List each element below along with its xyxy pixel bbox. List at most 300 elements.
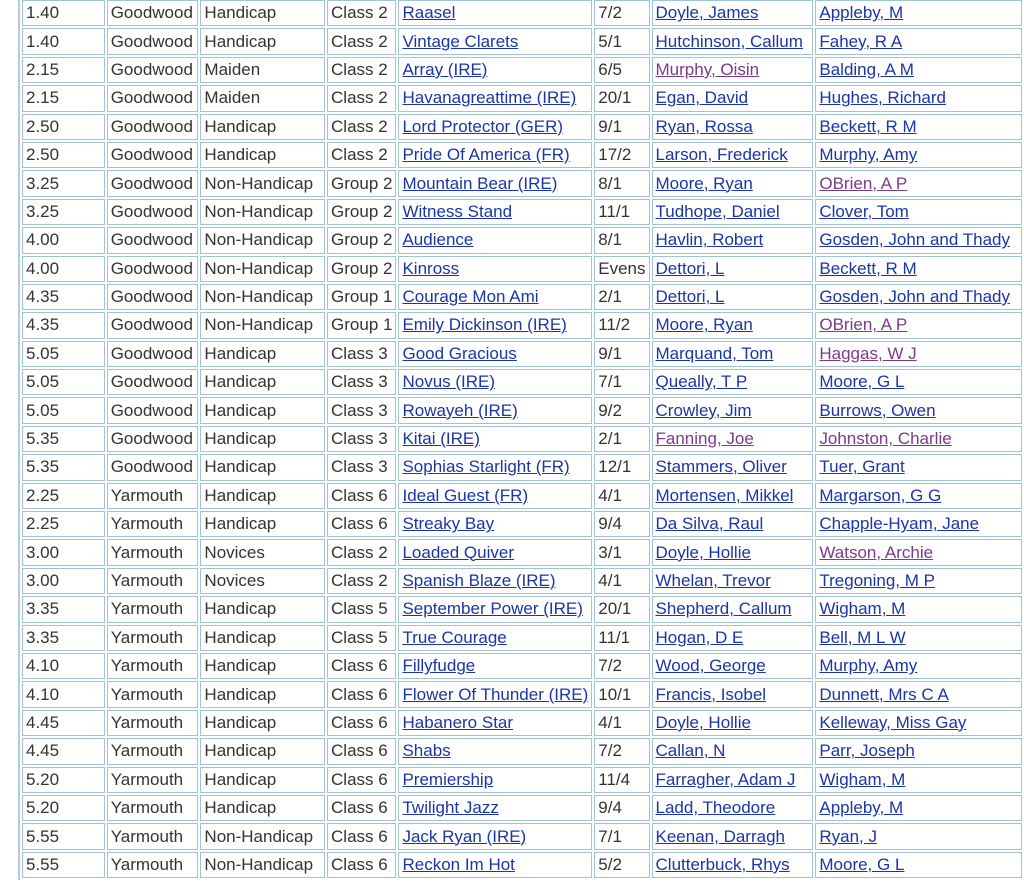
race-time-cell: 2.15 [22, 85, 105, 111]
horse-link[interactable]: Courage Mon Ami [402, 287, 539, 307]
horse-cell [398, 85, 592, 111]
race-type-cell: Handicap [200, 625, 325, 651]
jockey-cell [652, 568, 814, 594]
race-type-cell: Non-Handicap [200, 227, 325, 253]
race-time-cell: 5.55 [22, 852, 105, 878]
horse-link[interactable]: Shabs [402, 741, 451, 761]
jockey-cell [652, 85, 814, 111]
horse-link[interactable]: Rowayeh (IRE) [402, 400, 518, 420]
table-row [22, 596, 1022, 622]
jockey-cell [652, 142, 814, 168]
race-class-cell: Class 2 [327, 539, 396, 565]
trainer-link[interactable]: Gosden, John and Thady [819, 230, 1010, 250]
race-time-cell: 4.00 [22, 227, 105, 253]
race-time-cell: 1.40 [22, 28, 105, 54]
race-type-cell: Handicap [200, 795, 325, 821]
trainer-link[interactable]: Hughes, Richard [819, 88, 946, 108]
jockey-link[interactable]: Fanning, Joe [655, 429, 754, 449]
trainer-cell [815, 653, 1022, 679]
trainer-cell [815, 341, 1022, 367]
horse-link[interactable]: Havanagreattime (IRE) [402, 88, 577, 108]
trainer-cell [815, 256, 1022, 282]
race-class-cell: Class 3 [327, 397, 396, 423]
jockey-link[interactable]: Ryan, Rossa [655, 116, 753, 136]
course-cell: Yarmouth [107, 795, 199, 821]
trainer-link[interactable]: Murphy, Amy [819, 656, 918, 676]
course-cell: Goodwood [107, 85, 199, 111]
race-type-cell: Handicap [200, 681, 325, 707]
horse-link[interactable]: September Power (IRE) [402, 599, 583, 619]
odds-cell: 9/4 [594, 511, 649, 537]
course-cell: Yarmouth [107, 653, 199, 679]
jockey-link[interactable]: Hogan, D E [655, 627, 744, 647]
race-class-cell: Class 6 [327, 767, 396, 793]
horse-cell [398, 227, 592, 253]
trainer-cell [815, 142, 1022, 168]
race-time-cell: 5.35 [22, 426, 105, 452]
race-type-cell: Handicap [200, 341, 325, 367]
race-class-cell: Class 2 [327, 568, 396, 594]
trainer-cell [815, 483, 1022, 509]
horse-cell [398, 341, 592, 367]
trainer-link[interactable]: Tregoning, M P [819, 571, 935, 590]
horse-cell [398, 397, 592, 423]
trainer-link[interactable]: Parr, Joseph [819, 741, 915, 761]
course-cell: Yarmouth [107, 625, 199, 651]
race-type-cell: Handicap [200, 710, 325, 736]
jockey-cell [652, 454, 814, 480]
race-type-cell: Maiden [200, 85, 325, 111]
horse-link[interactable]: Mountain Bear (IRE) [402, 173, 558, 193]
trainer-link[interactable]: Kelleway, Miss Gay [819, 712, 967, 732]
jockey-cell [652, 114, 814, 140]
trainer-cell [815, 852, 1022, 878]
trainer-link[interactable]: Ryan, J [819, 826, 878, 846]
trainer-link[interactable]: Burrows, Owen [819, 400, 936, 420]
race-class-cell: Class 2 [327, 0, 396, 26]
trainer-link[interactable]: Moore, G L [819, 372, 905, 392]
course-cell: Yarmouth [107, 852, 199, 878]
trainer-link[interactable]: Beckett, R M [819, 258, 917, 278]
horse-link[interactable]: Novus (IRE) [402, 372, 496, 392]
horse-cell [398, 199, 592, 225]
table-row [22, 369, 1022, 395]
jockey-link[interactable]: Farragher, Adam J [655, 769, 796, 789]
course-cell: Goodwood [107, 284, 199, 310]
trainer-cell [815, 710, 1022, 736]
horse-link[interactable]: True Courage [402, 627, 507, 647]
race-time-cell: 3.25 [22, 170, 105, 196]
horse-cell [398, 312, 592, 338]
trainer-link[interactable]: Beckett, R M [819, 116, 917, 136]
horse-cell [398, 483, 592, 509]
table-row [22, 511, 1022, 537]
trainer-cell [815, 0, 1022, 26]
jockey-link[interactable]: Wood, George [655, 656, 766, 676]
trainer-cell [815, 795, 1022, 821]
race-time-cell: 1.40 [22, 0, 105, 26]
race-time-cell: 4.00 [22, 256, 105, 282]
race-class-cell: Class 6 [327, 795, 396, 821]
horse-cell [398, 170, 592, 196]
horse-link[interactable]: Vintage Clarets [402, 31, 519, 51]
jockey-link[interactable]: Marquand, Tom [655, 343, 774, 363]
trainer-cell [815, 85, 1022, 111]
jockey-link[interactable]: Francis, Isobel [655, 684, 767, 704]
jockey-cell [652, 596, 814, 622]
trainer-link[interactable]: Watson, Archie [819, 542, 934, 562]
horse-link[interactable]: Array (IRE) [402, 59, 488, 79]
horse-link[interactable]: Flower Of Thunder (IRE) [402, 684, 589, 704]
trainer-link[interactable]: Johnston, Charlie [819, 429, 952, 449]
horse-link[interactable]: Pride Of America (FR) [402, 145, 570, 165]
odds-cell: 9/2 [594, 397, 649, 423]
odds-cell: 11/4 [594, 767, 649, 793]
jockey-link[interactable]: Doyle, Hollie [655, 712, 751, 732]
jockey-link[interactable]: Clutterbuck, Rhys [655, 854, 790, 874]
horse-link[interactable]: Witness Stand [402, 201, 513, 221]
horse-link[interactable]: Twilight Jazz [402, 798, 499, 818]
trainer-cell [815, 170, 1022, 196]
course-cell: Goodwood [107, 369, 199, 395]
trainer-cell [815, 511, 1022, 537]
table-row [22, 454, 1022, 480]
jockey-link[interactable]: Crowley, Jim [655, 400, 752, 420]
horse-link[interactable]: Reckon Im Hot [402, 854, 515, 874]
trainer-cell [815, 114, 1022, 140]
horse-link[interactable]: Kitai (IRE) [402, 429, 480, 449]
jockey-cell [652, 0, 814, 26]
jockey-link[interactable]: Dettori, L [655, 287, 725, 307]
course-cell: Yarmouth [107, 681, 199, 707]
race-time-cell: 5.05 [22, 369, 105, 395]
odds-cell: 7/1 [594, 369, 649, 395]
race-class-cell: Class 6 [327, 823, 396, 849]
odds-cell: 17/2 [594, 142, 649, 168]
jockey-cell [652, 625, 814, 651]
course-cell: Goodwood [107, 397, 199, 423]
jockey-link[interactable]: Larson, Frederick [655, 145, 788, 165]
table-row [22, 284, 1022, 310]
race-type-cell: Non-Handicap [200, 823, 325, 849]
course-cell: Yarmouth [107, 738, 199, 764]
trainer-link[interactable]: Fahey, R A [819, 31, 903, 51]
course-cell: Goodwood [107, 28, 199, 54]
trainer-link[interactable]: Wigham, M [819, 769, 906, 789]
odds-cell: 7/2 [594, 738, 649, 764]
horse-cell [398, 710, 592, 736]
odds-cell: 11/2 [594, 312, 649, 338]
jockey-link[interactable]: Doyle, Hollie [655, 542, 751, 562]
jockey-link[interactable]: Tudhope, Daniel [655, 201, 780, 221]
horse-cell [398, 767, 592, 793]
jockey-link[interactable]: Moore, Ryan [655, 315, 753, 335]
horse-cell [398, 852, 592, 878]
odds-cell: 12/1 [594, 454, 649, 480]
race-time-cell: 4.35 [22, 284, 105, 310]
table-row [22, 426, 1022, 452]
jockey-link[interactable]: Hutchinson, Callum [655, 31, 803, 51]
race-class-cell: Group 1 [327, 284, 396, 310]
odds-cell: 4/1 [594, 710, 649, 736]
jockey-cell [652, 426, 814, 452]
race-type-cell: Handicap [200, 142, 325, 168]
jockey-link[interactable]: Egan, David [655, 88, 749, 108]
trainer-cell [815, 767, 1022, 793]
race-class-cell: Group 2 [327, 227, 396, 253]
jockey-cell [652, 539, 814, 565]
race-class-cell: Class 6 [327, 511, 396, 537]
race-time-cell: 5.35 [22, 454, 105, 480]
odds-cell: Evens [594, 256, 649, 282]
horse-link[interactable]: Kinross [402, 258, 460, 278]
trainer-link[interactable]: Balding, A M [819, 59, 914, 79]
horse-link[interactable]: Sophias Starlight (FR) [402, 457, 570, 477]
jockey-link[interactable]: Da Silva, Raul [655, 514, 764, 534]
jockey-cell [652, 256, 814, 282]
jockey-link[interactable]: Keenan, Darragh [655, 826, 785, 846]
race-time-cell: 4.35 [22, 312, 105, 338]
horse-link[interactable]: Good Gracious [402, 343, 517, 363]
jockey-cell [652, 284, 814, 310]
horse-link[interactable]: Premiership [402, 769, 494, 789]
table-row [22, 795, 1022, 821]
trainer-link[interactable]: Bell, M L W [819, 627, 906, 647]
course-cell: Goodwood [107, 114, 199, 140]
race-class-cell: Class 2 [327, 85, 396, 111]
jockey-cell [652, 57, 814, 83]
horse-cell [398, 28, 592, 54]
odds-cell: 9/4 [594, 795, 649, 821]
jockey-cell [652, 397, 814, 423]
table-row [22, 710, 1022, 736]
jockey-cell [652, 511, 814, 537]
race-time-cell: 2.25 [22, 483, 105, 509]
table-row [22, 170, 1022, 196]
course-cell: Goodwood [107, 199, 199, 225]
trainer-cell [815, 454, 1022, 480]
trainer-link[interactable]: Appleby, M [819, 798, 904, 818]
horse-link[interactable]: Fillyfudge [402, 656, 476, 676]
horse-cell [398, 653, 592, 679]
race-type-cell: Handicap [200, 767, 325, 793]
table-row [22, 28, 1022, 54]
trainer-cell [815, 625, 1022, 651]
jockey-link[interactable]: Whelan, Trevor [655, 571, 771, 590]
course-cell: Goodwood [107, 426, 199, 452]
race-class-cell: Class 2 [327, 114, 396, 140]
jockey-cell [652, 767, 814, 793]
trainer-link[interactable]: Margarson, G G [819, 485, 942, 505]
race-type-cell: Handicap [200, 596, 325, 622]
race-time-cell: 2.25 [22, 511, 105, 537]
race-time-cell: 5.20 [22, 795, 105, 821]
trainer-cell [815, 57, 1022, 83]
trainer-cell [815, 738, 1022, 764]
odds-cell: 11/1 [594, 625, 649, 651]
trainer-cell [815, 284, 1022, 310]
horse-link[interactable]: Ideal Guest (FR) [402, 485, 529, 505]
trainer-cell [815, 397, 1022, 423]
horse-link[interactable]: Streaky Bay [402, 514, 495, 534]
jockey-link[interactable]: Dettori, L [655, 258, 725, 278]
course-cell: Goodwood [107, 312, 199, 338]
horse-cell [398, 596, 592, 622]
jockey-link[interactable]: Callan, N [655, 741, 726, 761]
horse-link[interactable]: Jack Ryan (IRE) [402, 826, 527, 846]
table-row [22, 653, 1022, 679]
race-type-cell: Handicap [200, 511, 325, 537]
horse-cell [398, 738, 592, 764]
race-type-cell: Novices [200, 539, 325, 565]
trainer-link[interactable]: Moore, G L [819, 854, 905, 874]
odds-cell: 4/1 [594, 483, 649, 509]
odds-cell: 7/2 [594, 653, 649, 679]
race-class-cell: Class 2 [327, 142, 396, 168]
race-type-cell: Non-Handicap [200, 256, 325, 282]
trainer-link[interactable]: Chapple-Hyam, Jane [819, 514, 980, 534]
course-cell: Goodwood [107, 142, 199, 168]
trainer-link[interactable]: Clover, Tom [819, 201, 909, 221]
jockey-cell [652, 227, 814, 253]
trainer-link[interactable]: Haggas, W J [819, 343, 917, 363]
table-row [22, 397, 1022, 423]
race-class-cell: Class 2 [327, 28, 396, 54]
race-time-cell: 5.05 [22, 397, 105, 423]
trainer-link[interactable]: OBrien, A P [819, 315, 908, 335]
jockey-link[interactable]: Doyle, James [655, 3, 759, 23]
table-row [22, 823, 1022, 849]
horse-cell [398, 369, 592, 395]
course-cell: Goodwood [107, 454, 199, 480]
table-row [22, 142, 1022, 168]
odds-cell: 20/1 [594, 85, 649, 111]
trainer-link[interactable]: Murphy, Amy [819, 145, 918, 165]
table-row [22, 85, 1022, 111]
race-time-cell: 4.45 [22, 738, 105, 764]
race-results-table [18, 0, 1024, 880]
odds-cell: 6/5 [594, 57, 649, 83]
race-type-cell: Handicap [200, 454, 325, 480]
jockey-cell [652, 653, 814, 679]
table-row [22, 256, 1022, 282]
race-class-cell: Class 6 [327, 483, 396, 509]
race-class-cell: Group 2 [327, 199, 396, 225]
race-type-cell: Non-Handicap [200, 852, 325, 878]
race-time-cell: 2.50 [22, 114, 105, 140]
jockey-link[interactable]: Mortensen, Mikkel [655, 485, 794, 505]
horse-link[interactable]: Lord Protector (GER) [402, 116, 564, 136]
horse-cell [398, 142, 592, 168]
trainer-link[interactable]: Appleby, M [819, 3, 904, 23]
race-class-cell: Class 3 [327, 454, 396, 480]
trainer-cell [815, 596, 1022, 622]
race-type-cell: Handicap [200, 483, 325, 509]
trainer-link[interactable]: OBrien, A P [819, 173, 908, 193]
race-type-cell: Novices [200, 568, 325, 594]
race-time-cell: 3.35 [22, 625, 105, 651]
jockey-cell [652, 312, 814, 338]
jockey-cell [652, 369, 814, 395]
table-row [22, 539, 1022, 565]
race-class-cell: Group 2 [327, 170, 396, 196]
odds-cell: 9/1 [594, 114, 649, 140]
horse-link[interactable]: Emily Dickinson (IRE) [402, 315, 567, 335]
race-class-cell: Class 6 [327, 653, 396, 679]
race-type-cell: Handicap [200, 653, 325, 679]
jockey-link[interactable]: Ladd, Theodore [655, 798, 776, 818]
trainer-cell [815, 539, 1022, 565]
course-cell: Goodwood [107, 57, 199, 83]
odds-cell: 10/1 [594, 681, 649, 707]
trainer-link[interactable]: Tuer, Grant [819, 457, 905, 477]
course-cell: Yarmouth [107, 568, 199, 594]
horse-link[interactable]: Loaded Quiver [402, 542, 514, 562]
table-row [22, 227, 1022, 253]
horse-cell [398, 284, 592, 310]
race-type-cell: Handicap [200, 426, 325, 452]
jockey-link[interactable]: Havlin, Robert [655, 230, 764, 250]
trainer-cell [815, 312, 1022, 338]
race-time-cell: 2.15 [22, 57, 105, 83]
jockey-link[interactable]: Moore, Ryan [655, 173, 753, 193]
horse-link[interactable]: Audience [402, 230, 474, 250]
race-class-cell: Class 3 [327, 369, 396, 395]
jockey-cell [652, 170, 814, 196]
horse-cell [398, 57, 592, 83]
race-type-cell: Handicap [200, 738, 325, 764]
trainer-link[interactable]: Gosden, John and Thady [819, 287, 1010, 307]
race-class-cell: Class 5 [327, 596, 396, 622]
race-time-cell: 5.55 [22, 823, 105, 849]
race-type-cell: Handicap [200, 114, 325, 140]
trainer-link[interactable]: Wigham, M [819, 599, 906, 619]
jockey-link[interactable]: Murphy, Oisin [655, 59, 760, 79]
race-table-container [18, 0, 1024, 880]
race-type-cell: Maiden [200, 57, 325, 83]
race-class-cell: Class 6 [327, 710, 396, 736]
horse-cell [398, 0, 592, 26]
table-row [22, 114, 1022, 140]
horse-link[interactable]: Habanero Star [402, 712, 514, 732]
horse-cell [398, 795, 592, 821]
jockey-link[interactable]: Shepherd, Callum [655, 599, 792, 619]
table-row [22, 625, 1022, 651]
trainer-cell [815, 568, 1022, 594]
horse-link[interactable]: Raasel [402, 3, 456, 23]
course-cell: Yarmouth [107, 823, 199, 849]
jockey-link[interactable]: Queally, T P [655, 372, 748, 392]
horse-link[interactable]: Spanish Blaze (IRE) [402, 571, 556, 590]
race-time-cell: 2.50 [22, 142, 105, 168]
race-time-cell: 4.10 [22, 653, 105, 679]
horse-cell [398, 114, 592, 140]
jockey-link[interactable]: Stammers, Oliver [655, 457, 787, 477]
jockey-cell [652, 28, 814, 54]
race-class-cell: Group 1 [327, 312, 396, 338]
race-time-cell: 5.20 [22, 767, 105, 793]
horse-cell [398, 539, 592, 565]
race-time-cell: 3.25 [22, 199, 105, 225]
trainer-link[interactable]: Dunnett, Mrs C A [819, 684, 949, 704]
odds-cell: 11/1 [594, 199, 649, 225]
course-cell: Yarmouth [107, 710, 199, 736]
table-row [22, 0, 1022, 26]
horse-cell [398, 426, 592, 452]
odds-cell: 5/2 [594, 852, 649, 878]
trainer-cell [815, 227, 1022, 253]
race-time-cell: 5.05 [22, 341, 105, 367]
